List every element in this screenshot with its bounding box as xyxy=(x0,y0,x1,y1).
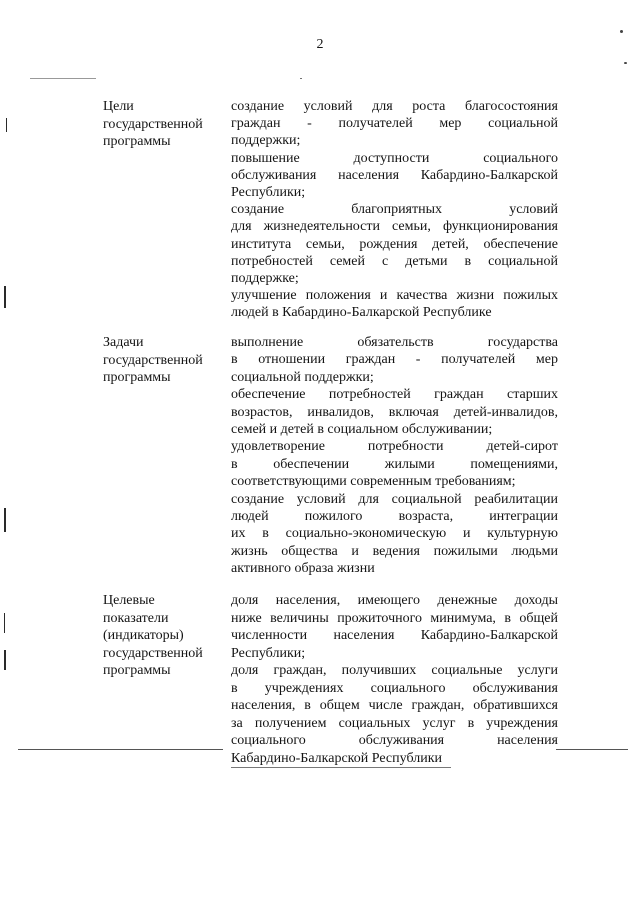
label-line: государственной xyxy=(103,116,203,132)
scan-speck xyxy=(620,30,623,33)
content-line: населения, в общем числе граждан, обратившихся xyxy=(231,698,558,713)
content-line: в обеспечении жилыми помещениями, xyxy=(231,456,558,472)
scan-line-bottom xyxy=(556,749,628,750)
label-line: показатели xyxy=(103,610,169,626)
content-line: жизнь общества и ведения пожилыми людьми xyxy=(231,543,558,559)
label-line: (индикаторы) xyxy=(103,628,184,644)
content-line: создание условий для социальной реабилитации xyxy=(231,491,558,507)
content-line: создание условий для роста благосостояния xyxy=(231,99,558,114)
content-line: их в социально-экономическую и культурную xyxy=(231,526,558,542)
content-line: выполнение обязательств государства xyxy=(231,335,558,350)
content-line: улучшение положения и качества жизни пожилых xyxy=(231,288,558,304)
content-line: повышение доступности социального xyxy=(231,150,558,166)
label-line: Цели xyxy=(103,99,134,114)
content-line: удовлетворение потребности детей-сирот xyxy=(231,439,558,455)
content-line: активного образа жизни xyxy=(231,561,375,577)
scan-mark-left xyxy=(4,286,6,308)
scan-mark-left xyxy=(6,118,7,132)
content-line: обслуживания населения Кабардино-Балкарской xyxy=(231,167,558,183)
scan-mark-left xyxy=(4,650,6,670)
content-line: в учреждениях социального обслуживания xyxy=(231,680,558,696)
content-line: доля граждан, получивших социальные услуги xyxy=(231,663,558,678)
content-line: института семьи, рождения детей, обеспечение xyxy=(231,236,558,252)
page-number: 2 xyxy=(316,37,324,52)
content-line: обеспечение потребностей граждан старших xyxy=(231,387,558,403)
section-label-indicators xyxy=(103,592,223,680)
scan-speck xyxy=(624,62,627,64)
content-line: для жизнедеятельности семьи, функционирования xyxy=(231,219,558,235)
content-line: поддержке; xyxy=(231,271,299,287)
scan-speck xyxy=(300,78,302,79)
content-line: людей пожилого возраста, интеграции xyxy=(231,509,558,525)
label-line: программы xyxy=(103,134,171,150)
section-label-tasks xyxy=(103,334,223,387)
content-line: доля населения, имеющего денежные доходы xyxy=(231,593,558,608)
content-line: поддержки; xyxy=(231,133,301,149)
content-line: социального обслуживания населения xyxy=(231,733,558,748)
content-line: создание благоприятных условий xyxy=(231,202,558,218)
label-line: государственной xyxy=(103,645,203,661)
content-line: Республики; xyxy=(231,185,306,201)
scan-line-bottom xyxy=(18,749,223,750)
content-line: за получением социальных услуг в учреждения xyxy=(231,715,558,731)
section-content-tasks xyxy=(231,334,558,578)
content-line: граждан - получателей мер социальной xyxy=(231,116,558,132)
scan-mark-left xyxy=(4,613,5,633)
content-line: Республики; xyxy=(231,645,306,661)
content-line: соответствующими современным требованиям; xyxy=(231,474,516,490)
section-content-goals xyxy=(231,98,558,322)
label-line: Целевые xyxy=(103,593,155,608)
section-label-goals xyxy=(103,98,223,151)
content-line: социальной поддержки; xyxy=(231,369,374,385)
content-line: потребностей семей с детьми в социальной xyxy=(231,253,558,269)
scan-line-bottom xyxy=(231,767,451,768)
label-line: государственной xyxy=(103,352,203,368)
label-line: программы xyxy=(103,663,171,679)
content-line: людей в Кабардино-Балкарской Республике xyxy=(231,305,492,321)
content-line: ниже величины прожиточного минимума, в общей xyxy=(231,610,558,626)
label-line: программы xyxy=(103,370,171,386)
section-content-indicators xyxy=(231,592,558,767)
content-line: в отношении граждан - получателей мер xyxy=(231,352,558,368)
content-line: численности населения Кабардино-Балкарской xyxy=(231,628,558,643)
label-line: Задачи xyxy=(103,335,144,350)
content-line: семей и детей в социальном обслуживании; xyxy=(231,422,493,438)
content-line: возрастов, инвалидов, включая детей-инвалидов, xyxy=(231,404,558,420)
content-line: Кабардино-Балкарской Республики xyxy=(231,750,442,766)
scan-line-top xyxy=(30,78,96,79)
scan-mark-left xyxy=(4,508,6,532)
